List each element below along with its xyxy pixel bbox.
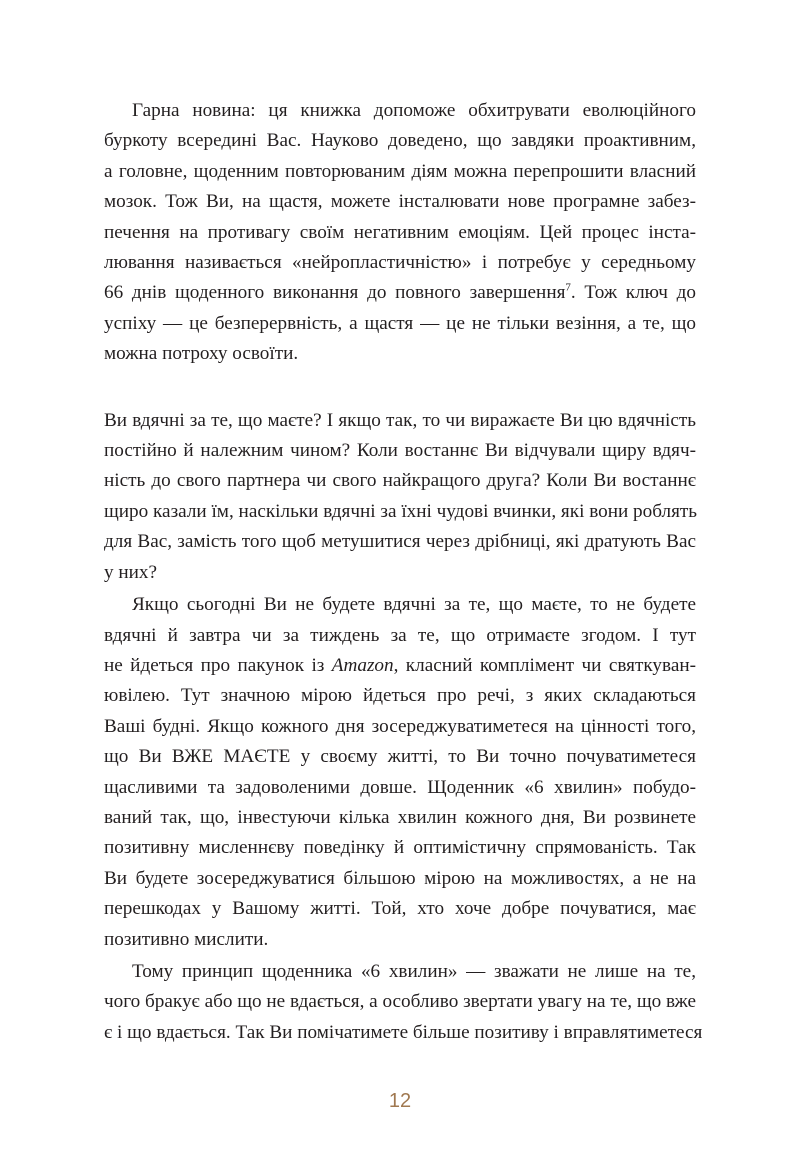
paragraph-2 [104,406,696,588]
paragraph-3 [104,590,696,955]
text-line: Ви вдячні за те, що маєте? І якщо так, то чи виражаєте Ви цю вдячність [104,409,696,431]
paragraph-1 [104,96,696,370]
text-line: щиро казали їм, наскільки вдячні за їхні чудові вчинки, які вони роблять [104,500,698,522]
text-line: можна потроху освоїти. [104,343,299,365]
text-line: ваний так, що, інвестуючи кілька хвилин кожного дня, Ви розвинете [104,806,696,828]
text-line: буркоту всередині Вас. Науково доведено, що завдяки проактивним, [104,130,696,152]
text-line: а головне, щоденним повторюваним діям можна перепрошити власний [104,160,696,182]
text-line: Якщо сьогодні Ви не будете вдячні за те, що маєте, то не будете [132,594,696,616]
text-line: успіху — це безперервність, а щастя — це не тільки везіння, а те, що [104,312,696,334]
text-line: у них? [104,561,158,583]
text-line: Тому принцип щоденника «6 хвилин» — зважати не лише на те, [132,960,696,982]
text-line: Гарна новина: ця книжка допоможе обхитрувати еволюційного [132,100,696,121]
text-line: чого бракує або що не вдається, а особливо звертати увагу на те, що вже [104,991,697,1013]
text-line: є і що вдається. Так Ви помічатимете більше позитиву і вправлятиметеся [104,1021,703,1043]
text-line: щасливими та задоволеними довше. Щоденник «6 хвилин» побудо- [104,776,696,798]
text-line: вдячні й завтра чи за тиждень за те, що отримаєте згодом. І тут [104,624,696,646]
text-line: для Вас, замість того щоб метушитися через дрібниці, які дратують Вас [104,531,696,553]
paragraph-4 [104,957,703,1048]
brand-name: Amazon [331,654,394,676]
text-line: печення на противагу своїм негативним емоціям. Цей процес інста- [104,221,696,243]
text-line: перешкодах у Вашому житті. Той, хто хоче добре почуватися, має [104,898,696,920]
text-line [104,651,696,681]
text-fragment: 66 днів щоденного виконання до повного завершення [104,282,566,304]
text-line: що Ви ВЖЕ МАЄТЕ у своєму житті, то Ви точно почуватиметеся [104,746,696,768]
text-line: мозок. Тож Ви, на щастя, можете інсталювати нове програмне забез- [104,191,696,213]
text-line: позитивно мислити. [104,928,269,950]
text-line: Ваші будні. Якщо кожного дня зосереджуватиметеся на цінності того, [104,715,696,737]
text-line: ювілею. Тут значною мірою йдеться про речі, з яких складаються [104,685,696,707]
text-fragment: не йдеться про пакунок із [104,654,325,676]
text-line [104,278,696,308]
text-fragment: , класний комплімент чи святкуван- [393,654,697,676]
footnote-marker: 7 [565,282,571,295]
page-number: 12 [388,1090,412,1112]
text-line: позитивну мисленнєву поведінку й оптимістичну спрямованість. Так [104,837,696,859]
text-fragment: . Тож ключ до [570,282,696,304]
text-line: лювання називається «нейропластичністю» і потребує у середньому [104,252,696,274]
text-line: Ви будете зосереджуватися більшою мірою на можливостях, а не на [104,867,696,889]
text-line: постійно й належним чином? Коли востаннє Ви відчували щиру вдяч- [104,440,696,462]
page-body [104,96,703,1048]
text-line: ність до свого партнера чи свого найкращого друга? Коли Ви востаннє [104,470,696,492]
